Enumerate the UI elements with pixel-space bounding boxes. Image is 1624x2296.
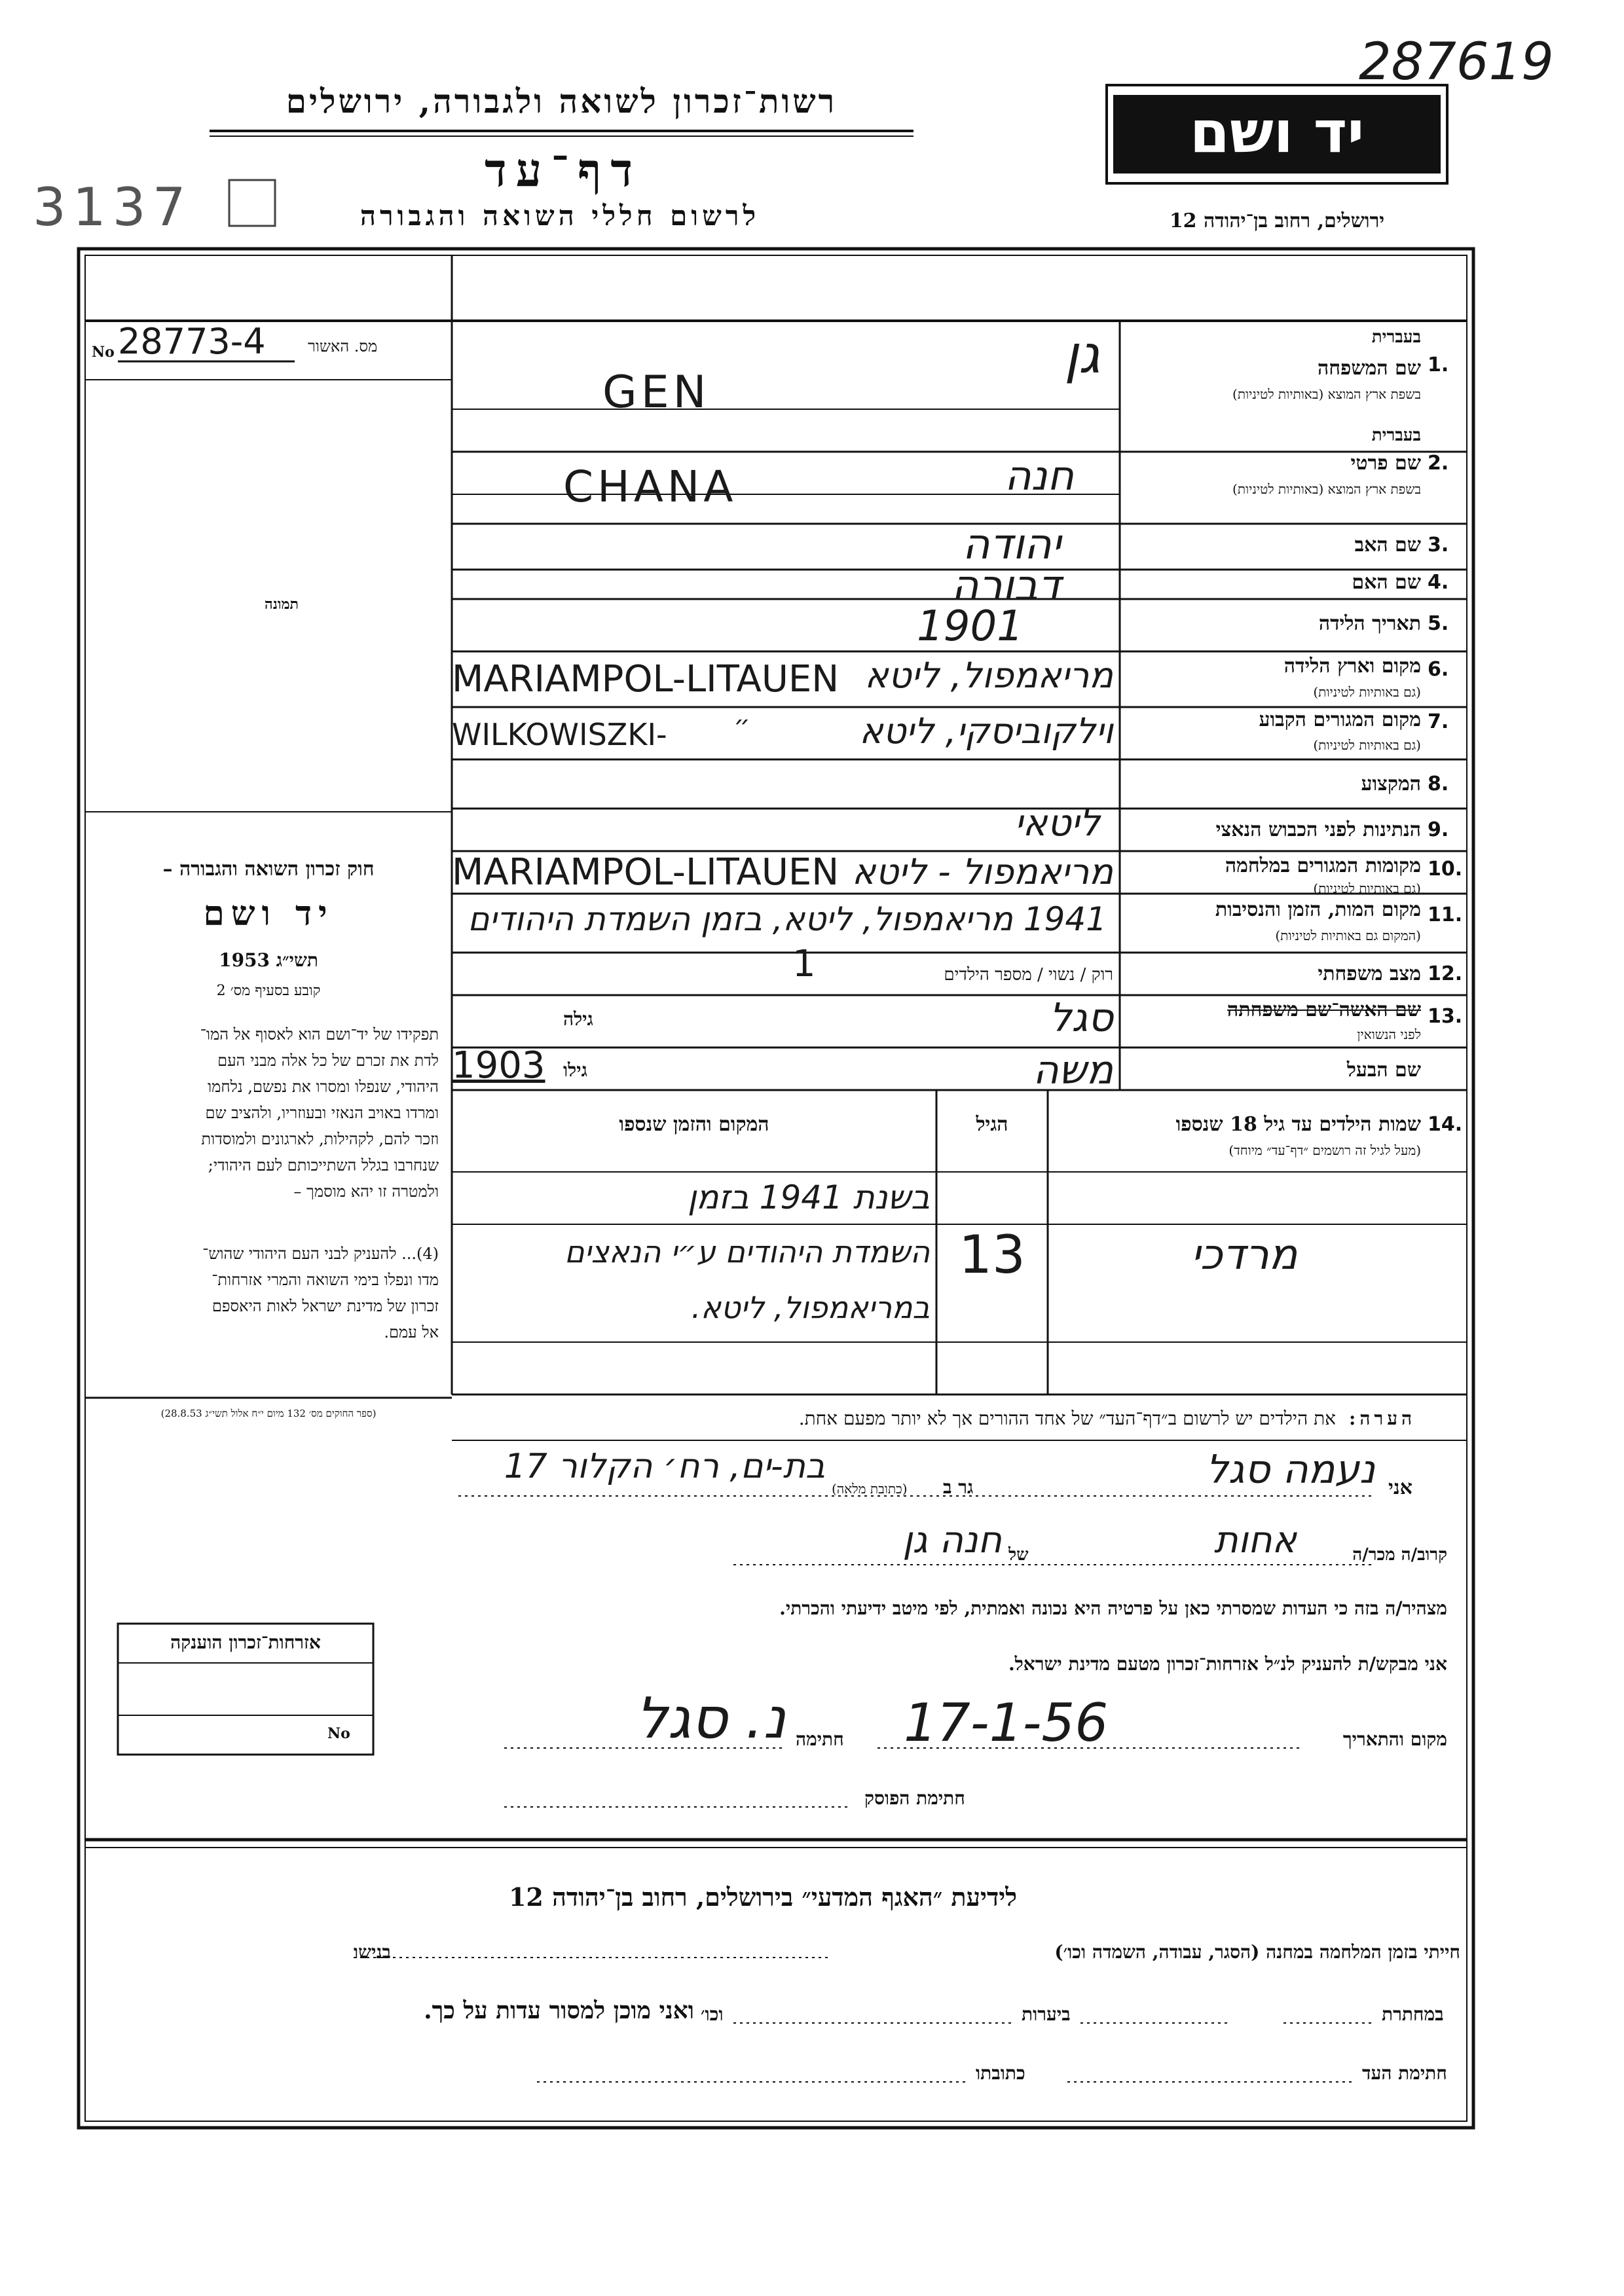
address: ירושלים, רחוב בן־יהודה 12 xyxy=(1169,210,1385,232)
field-12-label: מצב משפחתי xyxy=(1318,962,1421,985)
archive-number: 287619 xyxy=(1359,33,1554,92)
field-13-sub: לפני הנשואין xyxy=(1357,1027,1421,1042)
child-place-line: השמדת היהודים ע״י הנאצים xyxy=(564,1234,930,1269)
field-10-value-latin: MARIAMPOL-LITAUEN xyxy=(452,851,840,894)
field-6-sub: (גם באותיות לטיניות) xyxy=(1313,684,1421,700)
law-line: שנחרבו בגלל השתייכותם לעם היהודי; xyxy=(208,1156,439,1175)
address-hint: (כתובת מלאה) xyxy=(832,1481,908,1497)
yad-vashem-logo: יד ושם xyxy=(1189,98,1365,166)
field-10-sub: (גם באותיות לטיניות) xyxy=(1313,881,1421,896)
field-12-num: 12. xyxy=(1428,962,1463,985)
remark-label: הערה: xyxy=(1349,1408,1416,1429)
remark-text: את הילדים יש לרשום ב״דף־העד״ של אחד ההורים אך לא יותר מפעם אחת. xyxy=(798,1408,1336,1429)
law-name: יד ושם xyxy=(203,894,334,934)
field-2-value-latin: CHANA xyxy=(563,462,737,512)
field-2-num: 2. xyxy=(1428,452,1449,475)
field-10-num: 10. xyxy=(1428,858,1463,881)
field-11-value: 1941 מריאמפול, ליטא, בזמן השמדת היהודים xyxy=(468,900,1107,938)
field-9-num: 9. xyxy=(1428,818,1449,841)
field-4-label: שם האם xyxy=(1352,571,1421,594)
approval-number: 28773-4 xyxy=(118,321,266,362)
field-1-sub: בשפת ארץ המוצא (באותיות לטיניות) xyxy=(1232,386,1421,402)
photo-label: תמונה xyxy=(265,596,299,613)
field-2-lang: בעברית xyxy=(1371,426,1421,445)
field-6-label: מקום וארץ הלידה xyxy=(1283,655,1421,678)
field-8-label: המקצוע xyxy=(1361,773,1421,795)
signature-label: חתימה xyxy=(796,1728,844,1750)
bottom-line1-suffix: בנישו xyxy=(354,1941,391,1963)
stamp-number: 3137 xyxy=(33,177,193,238)
field-6-num: 6. xyxy=(1428,658,1449,681)
field-8-num: 8. xyxy=(1428,773,1449,795)
field-6-value-latin: MARIAMPOL-LITAUEN xyxy=(452,658,840,701)
field-4-value: דבורה xyxy=(951,562,1061,610)
approval-no-label: No xyxy=(92,344,115,361)
bottom-line2-suffix: ואני מוכן למסור עדות על כך. xyxy=(424,1997,694,2024)
husband-age-label: גילו xyxy=(563,1059,587,1081)
law-line: לדת את זכרם של כל אלה מבני העם xyxy=(217,1051,439,1070)
bottom-line3-mid: כתובתו xyxy=(976,2062,1025,2084)
field-11-num: 11. xyxy=(1428,903,1463,926)
bottom-line3-label: חתימת העד xyxy=(1362,2062,1447,2084)
field-2-label: שם פרטי xyxy=(1350,452,1421,475)
field-5-num: 5. xyxy=(1428,612,1449,635)
declare-text: מצהיר/ה בזה כי העדות שמסרתי כאן על פרטיה היא נכונה ואמתית, לפי מיטב ידיעתי והכרתי. xyxy=(779,1597,1447,1619)
request-text: אני מבקש/ת להעניק לנ״ל אזרחות־זכרון מטעם מדינת ישראל. xyxy=(1008,1653,1447,1675)
gar-label: גר ב xyxy=(943,1476,974,1498)
field-10-value-hebrew: מריאמפול - ליטא xyxy=(852,851,1113,892)
field-9-label: הנתינות לפני הכבוש הנאצי xyxy=(1215,818,1421,841)
children-col-age: הגיל xyxy=(976,1113,1008,1136)
approval-label: מס. האשור xyxy=(308,337,378,355)
doc-title: דף־עד xyxy=(484,143,642,197)
declaration-ani: אני xyxy=(1388,1476,1412,1499)
bottom-line2-mid1: ביערות xyxy=(1022,2003,1071,2025)
citizenship-no-label: No xyxy=(327,1725,350,1742)
field-13-label: שם האשה־שם משפחתה xyxy=(1227,998,1421,1021)
field-10-label: מקומות המגורים במלחמה xyxy=(1225,854,1421,877)
field-5-label: תאריך הלידה xyxy=(1318,612,1421,635)
law-line: ומרדו באויב הנאזי ובעוזריו, ולהציב שם xyxy=(205,1104,439,1122)
field-4-num: 4. xyxy=(1428,571,1449,594)
law-clause: קובע בסעיף מס׳ 2 xyxy=(216,983,321,999)
children-title: שמות הילדים עד גיל 18 שנספו xyxy=(1175,1113,1421,1136)
field-12-options: רוק / נשוי / מספר הילדים xyxy=(944,965,1113,985)
field-1-label: שם המשפחה xyxy=(1317,357,1421,380)
date-value: 17-1-56 xyxy=(904,1692,1109,1753)
law-line: ולמטרה זו יהא מוסמך – xyxy=(293,1182,439,1201)
bottom-title: לידיעת ״האגף המדעי״ בירושלים, רחוב בן־יהודה 12 xyxy=(508,1882,1018,1912)
field-7-label: מקום המגורים הקבוע xyxy=(1259,708,1421,731)
field-5-value: 1901 xyxy=(917,602,1024,651)
field-2-value-hebrew: חנה xyxy=(1005,452,1074,500)
child-name: מרדכי xyxy=(1190,1231,1298,1279)
field-3-num: 3. xyxy=(1428,534,1449,556)
children-num: 14. xyxy=(1428,1113,1463,1136)
wife-age-label: גילה xyxy=(563,1008,593,1030)
husband-age-value: 1903 xyxy=(452,1044,545,1087)
field-12-value: 1 xyxy=(792,943,816,985)
clerk-signature-label: חתימת הפוסק xyxy=(864,1787,965,1809)
field-1-value-hebrew: גן xyxy=(1064,324,1100,385)
field-1-num: 1. xyxy=(1428,354,1449,376)
child-place-line: במריאמפול, ליטא. xyxy=(691,1290,930,1325)
field-7-num: 7. xyxy=(1428,710,1449,733)
children-note: (מעל לגיל זה רושמים ״דף־עד״ מיוחד) xyxy=(1228,1142,1421,1158)
of-value: חנה גן xyxy=(902,1519,1002,1561)
field-1-value-latin: GEN xyxy=(602,367,710,418)
field-3-value: יהודה xyxy=(962,520,1061,569)
field-1-lang: בעברית xyxy=(1371,327,1421,347)
place-date-label: מקום והתאריך xyxy=(1342,1728,1447,1750)
field-11-label: מקום המות, הזמן והנסיבות xyxy=(1215,898,1421,921)
law-year: תשי״ג 1953 xyxy=(219,949,318,971)
field-7-ditto: ״ xyxy=(733,710,750,740)
field-7-sub: (גם באותיות לטיניות) xyxy=(1313,737,1421,753)
field-7-value-hebrew: וילקוביסקי, ליטא xyxy=(859,710,1113,752)
field-9-value: ליטאי xyxy=(1014,802,1100,845)
law-line: אל עמם. xyxy=(384,1323,439,1341)
field-13-num: 13. xyxy=(1428,1005,1463,1028)
of-label: של xyxy=(1008,1545,1029,1565)
declarant-name: נעמה סגל xyxy=(1206,1447,1375,1493)
spouse-value: משה xyxy=(1033,1048,1113,1093)
bottom-line2-mid2: וכו׳ xyxy=(701,2003,724,2025)
law-line: מדו ונפלו בימי השואה והמרי אזרחות־ xyxy=(212,1271,439,1289)
field-2-sub: בשפת ארץ המוצא (באותיות לטיניות) xyxy=(1232,481,1421,497)
child-age: 13 xyxy=(959,1224,1025,1285)
doc-subtitle: לרשום חללי השואה והגבורה xyxy=(360,200,760,232)
citizenship-box-title: אזרחות־זכרון הוענקה xyxy=(170,1631,321,1653)
child-place-line: בשנת 1941 בזמן xyxy=(687,1178,930,1216)
field-7-value-latin: WILKOWISZKI- xyxy=(452,717,667,752)
children-col-place: המקום והזמן שנספו xyxy=(619,1113,769,1136)
field-3-label: שם האב xyxy=(1354,534,1421,556)
org-name: רשות־זכרון לשואה ולגבורה, ירושלים xyxy=(286,82,838,120)
law-line: היהודי, שנפלו ומסרו את נפשם, נלחמו xyxy=(208,1078,439,1096)
law-source: (ספר החוקים מס׳ 132 מיום י״ח אלול תשי״ג 28.8.53) xyxy=(160,1408,377,1419)
bottom-line2-prefix: במחתרת xyxy=(1382,2003,1444,2025)
declarant-address: בת-ים, רח׳ הקלור 17 xyxy=(504,1447,825,1486)
law-line: וזכר להם, לקהילות, לארגונים ולמוסדות xyxy=(201,1130,439,1148)
law-line: תפקידו של יד־ושם הוא לאסוף אל המו־ xyxy=(200,1025,439,1044)
spouse-label: שם הבעל xyxy=(1346,1059,1421,1082)
field-11-sub: (המקום גם באותיות לטיניות) xyxy=(1275,928,1421,943)
wife-value: סגל xyxy=(1049,995,1113,1041)
law-title: חוק זכרון השואה והגבורה – xyxy=(162,858,375,881)
field-6-value-hebrew: מריאמפול, ליטא xyxy=(864,655,1113,696)
relation-value: אחות xyxy=(1213,1519,1297,1561)
signature-value: נ. סגל xyxy=(635,1686,786,1751)
bottom-line1-label: חייתי בזמן המלחמה במחנה (הסגר, עבודה, השמדה וכו׳) xyxy=(1054,1941,1460,1963)
relation-label: קרוב/ה מכר/ה xyxy=(1352,1545,1447,1565)
law-line: זכרון של מדינת ישראל לאות היאספם xyxy=(212,1297,439,1315)
law-line: (4)... להעניק לבני העם היהודי שהוש־ xyxy=(202,1245,439,1263)
